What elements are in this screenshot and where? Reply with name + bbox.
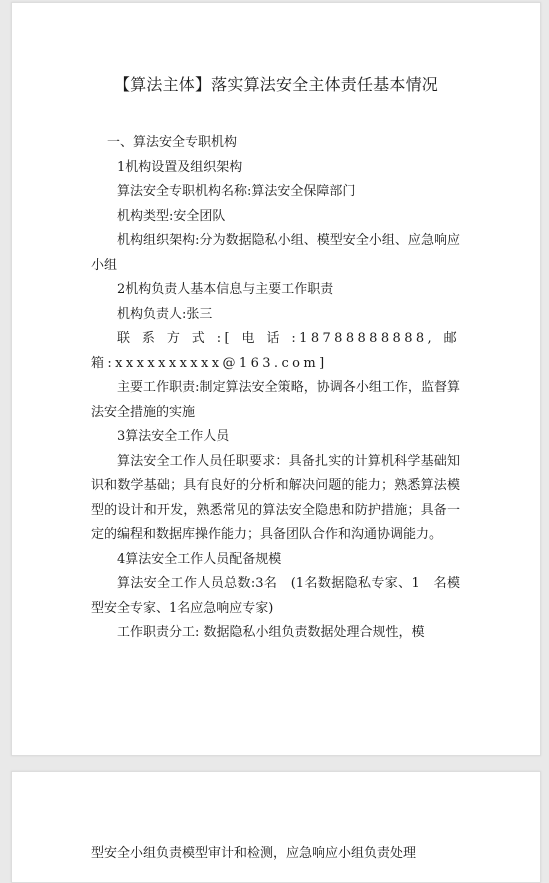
subsection-heading: 3算法安全工作人员	[117, 429, 230, 444]
paragraph: 机构负责人:张三	[117, 306, 213, 322]
paragraph: 算法安全专职机构名称:算法安全保障部门	[117, 184, 356, 199]
document-body	[91, 131, 460, 646]
paragraph: 主要工作职责:制定算法安全策略，协调各小组工作，监督算法安全措施的实施	[91, 380, 460, 420]
contact-paragraph: 联系方式:[电话:18788888888,邮箱:xxxxxxxxxx@163.com]	[91, 331, 460, 371]
subsection-heading: 4算法安全工作人员配备规模	[117, 551, 282, 567]
page2-paragraph: 型安全小组负责模型审计和检测，应急响应小组负责处理	[91, 846, 417, 861]
paragraph: 机构类型:安全团队	[117, 208, 226, 224]
paragraph: 算法安全工作人员任职要求：具备扎实的计算机科学基础知识和数学基础；具有良好的分析和解决问题的能力；熟悉算法模型的设计和开发，熟悉常见的算法安全隐患和防护措施；具备一定的编程和数据库操作能力；具备团队合作和沟通协调能力。	[91, 453, 460, 542]
section-heading: 一、算法安全专职机构	[107, 135, 238, 150]
document-page-2	[11, 771, 541, 883]
paragraph: 算法安全工作人员总数:3名 (1名数据隐私专家、1 名模型安全专家、1名应急响应专家)	[91, 576, 460, 616]
document-title: 【算法主体】落实算法安全主体责任基本情况	[113, 75, 438, 94]
subsection-heading: 1机构设置及组织架构	[117, 159, 243, 175]
paragraph: 机构组织架构:分为数据隐私小组、模型安全小组、应急响应小组	[91, 233, 460, 273]
subsection-heading: 2机构负责人基本信息与主要工作职责	[117, 282, 334, 297]
document-page-1	[11, 2, 541, 756]
paragraph: 工作职责分工: 数据隐私小组负责数据处理合规性，模	[117, 625, 425, 640]
